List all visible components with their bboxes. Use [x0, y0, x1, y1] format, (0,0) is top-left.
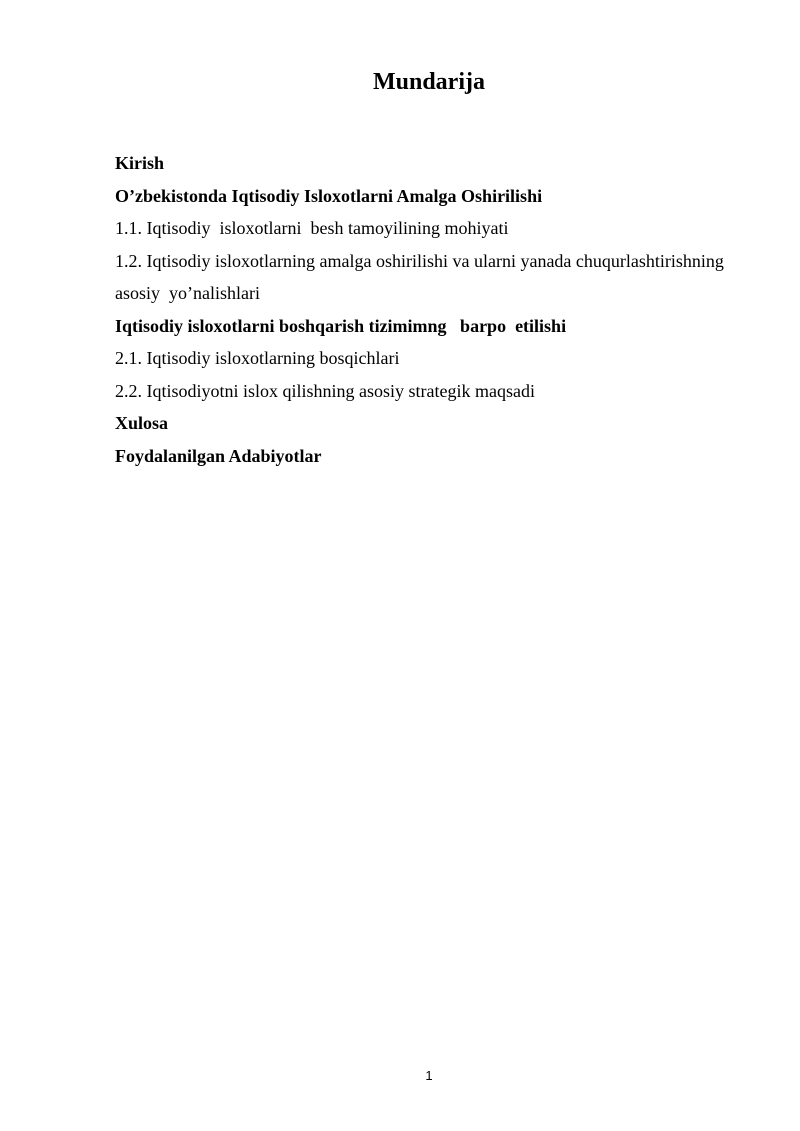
page-title: Mundarija	[372, 69, 485, 95]
toc-entry-section-1-2: 1.2. Iqtisodiy isloxotlarning amalga oshirilishi va ularni yanada chuqurlashtirishning	[115, 250, 724, 271]
toc-entry-section-1-2-continued: asosiy yo’nalishlari	[115, 283, 260, 303]
toc-entry-chapter-1-heading: O’zbekistonda Iqtisodiy Isloxotlarni Amalga Oshirilishi	[115, 185, 543, 206]
toc-entry-section-2-2: 2.2. Iqtisodiyotni islox qilishning asosiy strategik maqsadi	[115, 380, 535, 401]
toc-entry-references: Foydalanilgan Adabiyotlar	[115, 445, 322, 466]
toc-entry-introduction: Kirish	[115, 153, 165, 173]
toc-entry-section-2-1: 2.1. Iqtisodiy isloxotlarning bosqichlari	[115, 348, 400, 368]
table-of-contents	[115, 147, 755, 472]
toc-entry-conclusion: Xulosa	[115, 413, 169, 433]
page-number: 1	[425, 1068, 433, 1083]
toc-entry-chapter-2-heading: Iqtisodiy isloxotlarni boshqarish tizimimng barpo etilishi	[115, 315, 567, 336]
toc-entry-section-1-1: 1.1. Iqtisodiy isloxotlarni besh tamoyilining mohiyati	[115, 218, 509, 238]
